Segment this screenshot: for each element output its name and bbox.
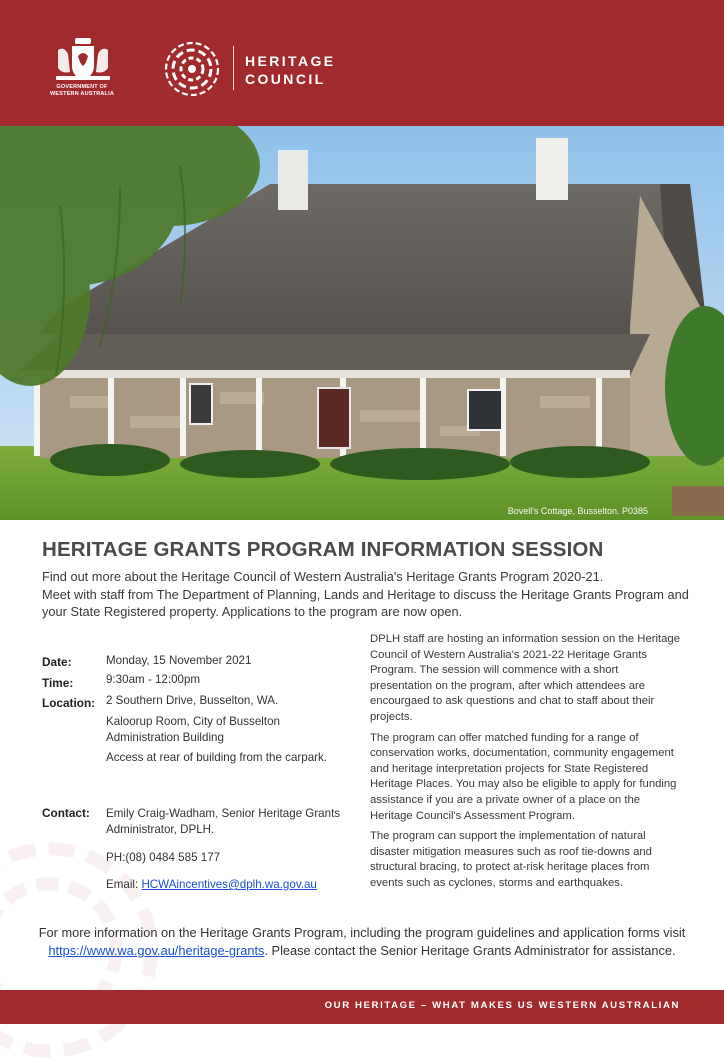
description-paragraph-1: DPLH staff are hosting an information session on the Heritage Council of Western Australia's 2021-22 Heritage Grants Program. The session will commence with a short presentation on the program, after which attendees are encourgaed to ask questions and chat to staff about their projects. <box>370 633 681 723</box>
note-after-link: . Please contact the Senior Heritage Grants Administrator for assistance. <box>264 943 676 958</box>
hc-text-line1: HERITAGE <box>245 53 336 69</box>
location-label: Location: <box>42 696 96 710</box>
contact-name: Emily Craig-Wadham, Senior Heritage Grants Administrator, DPLH. <box>106 807 341 836</box>
intro-text <box>42 568 692 621</box>
location-value: 2 Southern Drive, Busselton, WA. <box>106 694 279 707</box>
page-title: HERITAGE GRANTS PROGRAM INFORMATION SESSION <box>42 538 604 561</box>
cottage-illustration <box>0 126 724 520</box>
location-room: Kaloorup Room, City of Busselton Administration Building <box>106 715 280 744</box>
date-label: Date: <box>42 655 72 669</box>
heritage-council-logo-icon <box>164 41 220 97</box>
heritage-council-wordmark <box>245 52 336 88</box>
program-description <box>370 632 682 897</box>
header-band <box>0 0 724 126</box>
hc-text-line2: COUNCIL <box>245 71 326 87</box>
contact-email-link[interactable]: HCWAincentives@dplh.wa.gov.au <box>141 878 317 891</box>
description-paragraph-2: The program can offer matched funding for a range of conservation works, documentation, community engagement and heritage interpretation projects for State Registered Heritage Places. You may also be eligible to apply for funding assistance if you are a private owner of a place on the Heritage Council's Assessment Program. <box>370 731 677 822</box>
intro-line1: Find out more about the Heritage Council of Western Australia's Heritage Grants Program 2020-21. <box>42 569 604 584</box>
date-value: Monday, 15 November 2021 <box>106 654 252 667</box>
time-label: Time: <box>42 676 74 690</box>
footer-tagline: OUR HERITAGE – WHAT MAKES US WESTERN AUSTRALIAN <box>324 1000 680 1011</box>
time-value: 9:30am - 12:00pm <box>106 673 201 686</box>
description-paragraph-3: The program can support the implementation of natural disaster mitigation measures such as roof tie-downs and structural bracing, to protect at-risk heritage places from events such as cyclones, storms and earthquakes. <box>370 830 652 889</box>
heritage-grants-link[interactable]: https://www.wa.gov.au/heritage-grants <box>48 943 265 958</box>
photo-caption: Bovell's Cottage, Busselton. P0385 <box>507 506 648 516</box>
cottage-photo <box>0 126 724 520</box>
wa-government-crest-icon <box>50 36 116 84</box>
intro-line2: Meet with staff from The Department of Planning, Lands and Heritage to discuss the Heritage Grants Program and your State Registered property. Applications to the program are now open. <box>42 586 689 619</box>
logo-divider <box>233 46 234 90</box>
contact-email-line <box>106 877 356 893</box>
gov-text-line1: GOVERNMENT OF <box>56 84 108 90</box>
gov-text-line2: WESTERN AUSTRALIA <box>50 90 114 97</box>
more-info-note <box>30 924 694 960</box>
contact-phone: PH:(08) 0484 585 177 <box>106 851 221 864</box>
note-before-link: For more information on the Heritage Grants Program, including the program guidelines and application forms visit <box>38 925 686 940</box>
contact-label: Contact: <box>42 806 90 820</box>
location-access: Access at rear of building from the carpark. <box>106 751 328 764</box>
contact-email-prefix: Email: <box>106 878 142 891</box>
government-wordmark <box>47 84 117 97</box>
